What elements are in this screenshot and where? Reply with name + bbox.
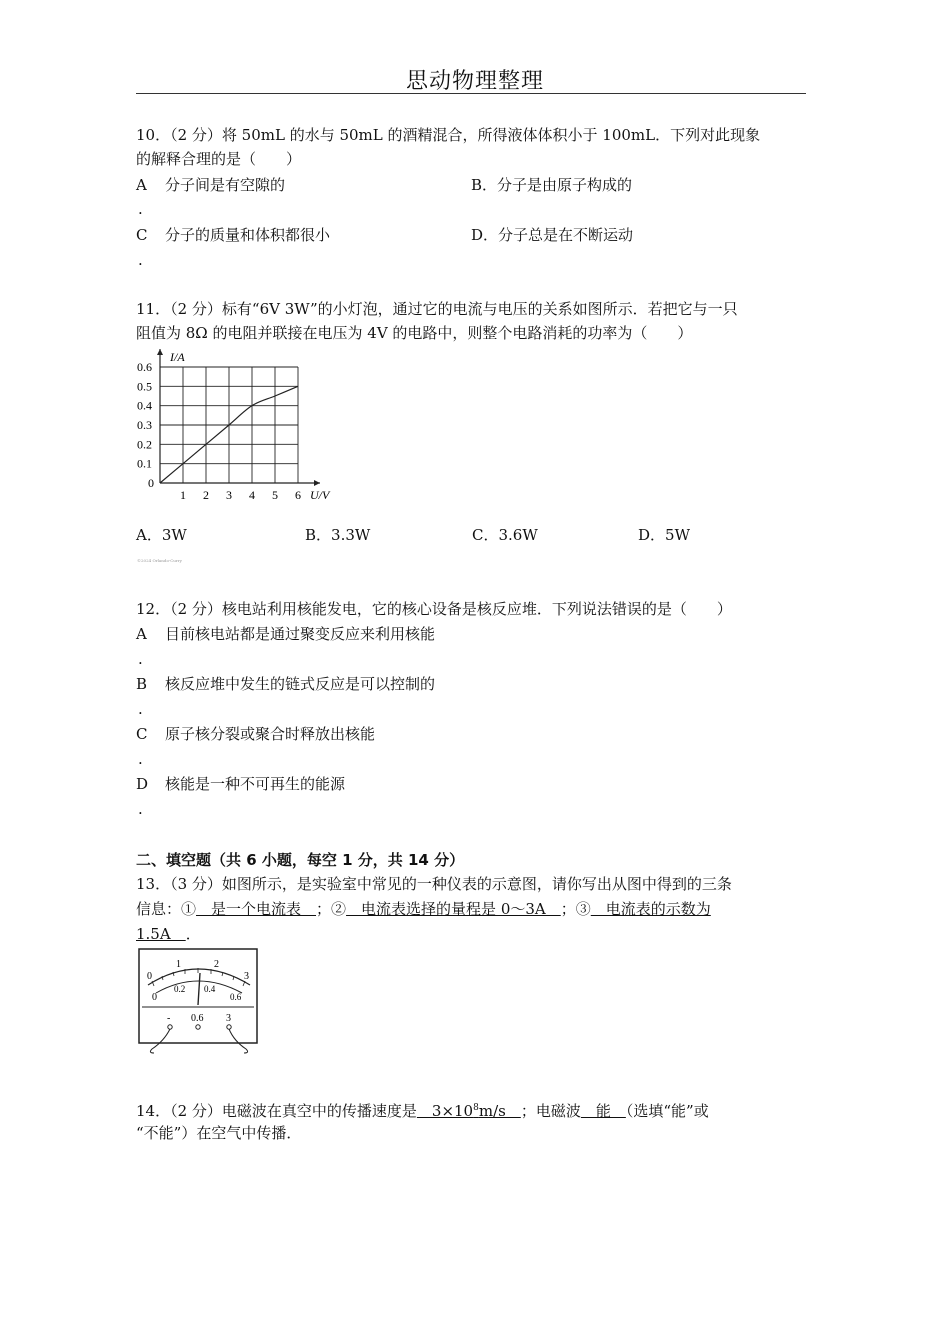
q12-option-c: 原子核分裂或聚合时释放出核能	[165, 725, 376, 743]
ammeter-terminal-minus	[168, 1025, 172, 1029]
q13-answer-line	[136, 897, 711, 922]
ammeter-bottom-scale-0: 0	[152, 992, 157, 1003]
q13-prefix: 信息：①	[136, 900, 197, 918]
ammeter-needle	[198, 973, 200, 1005]
tiny-watermark-note: ©2024 Orlando-Curry	[137, 558, 182, 563]
q13-sep-1: ；②	[316, 900, 347, 918]
q14-line1	[136, 1096, 709, 1124]
q14-prefix: 14．（2 分）电磁波在真空中的传播速度是	[136, 1102, 417, 1120]
q10-option-c-dot: .	[138, 251, 143, 269]
ammeter-terminal-0-6-label: 0.6	[191, 1013, 204, 1024]
ammeter-diagram	[134, 945, 262, 1057]
q14-answer-1-unit: m/s	[478, 1102, 521, 1120]
ammeter-top-scale-3: 3	[244, 971, 249, 982]
y-tick-label: 0.2	[137, 437, 152, 452]
q13-answer-3-cont: 1.5A	[136, 925, 186, 943]
q13-stem: 13．（3 分）如图所示，是实验室中常见的一种仪表的示意图，请你写出从图中得到的三条	[136, 875, 732, 893]
x-tick-label: 1	[180, 488, 186, 502]
q14-line2: “不能”）在空气中传播．	[136, 1124, 302, 1142]
q10-stem-line2: 的解释合理的是（ ）	[136, 150, 302, 168]
q14-answer-1	[417, 1102, 521, 1120]
y-axis-arrow	[157, 349, 163, 355]
q14-answer-2: 能	[580, 1102, 626, 1120]
q12-option-d-letter: D	[136, 775, 149, 793]
q11-option-c: C．3.6W	[472, 526, 538, 544]
x-tick-label: 4	[249, 488, 255, 502]
ammeter-scale-ticks	[152, 968, 245, 986]
q13-answer-1: 是一个电流表	[196, 900, 317, 918]
q12-option-a-letter: A	[136, 625, 147, 643]
y-tick-label: 0.6	[137, 360, 152, 374]
y-tick-label: 0.3	[137, 418, 152, 432]
q12-option-b-letter: B	[136, 675, 148, 693]
ammeter-wire-right	[229, 1029, 248, 1053]
q10-option-b: B．分子是由原子构成的	[471, 176, 633, 194]
q13-sep-2: ；③	[560, 900, 591, 918]
ammeter-bottom-scale-0-4: 0.4	[204, 984, 216, 994]
ammeter-wire-left	[150, 1029, 170, 1053]
ammeter-top-scale-1: 1	[176, 959, 181, 970]
header-rule	[136, 93, 806, 94]
q10-option-c: 分子的质量和体积都很小	[165, 226, 331, 244]
q11-stem-line1: 11．（2 分）标有“6V 3W”的小灯泡，通过它的电流与电压的关系如图所示．若把它与一只	[136, 300, 738, 318]
x-axis-arrow	[314, 480, 320, 486]
q14-suffix: （选填“能”或	[625, 1102, 709, 1120]
q11-stem-line2: 阻值为 8Ω 的电阻并联接在电压为 4V 的电路中，则整个电路消耗的功率为（ ）	[136, 324, 693, 342]
q12-option-a: 目前核电站都是通过聚变反应来利用核能	[165, 625, 436, 643]
q12-option-d-dot: .	[138, 800, 143, 818]
x-axis-label: U/V	[310, 488, 330, 502]
ammeter-terminal-3	[227, 1025, 231, 1029]
q10-option-d: D．分子总是在不断运动	[471, 226, 634, 244]
q12-option-c-dot: .	[138, 750, 143, 768]
y-tick-label: 0.5	[137, 379, 152, 394]
q13-answer-2: 电流表选择的量程是 0～3A	[346, 900, 561, 918]
q14-mid: ；电磁波	[520, 1102, 581, 1120]
section-fill-in-title: 二、填空题（共 6 小题，每空 1 分，共 14 分）	[136, 851, 465, 869]
ammeter-top-scale-0: 0	[147, 971, 152, 982]
ammeter-terminal-3-label: 3	[226, 1013, 231, 1024]
q12-option-a-dot: .	[138, 650, 143, 668]
ammeter-top-scale-2: 2	[214, 959, 219, 970]
iv-curve-chart	[130, 345, 340, 510]
ammeter-terminal-0-6	[196, 1025, 200, 1029]
q10-stem-line1: 10．（2 分）将 50mL 的水与 50mL 的酒精混合，所得液体体积小于 100mL．下列对此现象	[136, 126, 761, 144]
q12-option-b: 核反应堆中发生的链式反应是可以控制的	[165, 675, 436, 693]
ammeter-terminal-minus-label: -	[167, 1013, 171, 1024]
y-axis-label: I/A	[170, 350, 185, 364]
q11-option-b: B．3.3W	[305, 526, 371, 544]
x-tick-label: 3	[226, 488, 232, 502]
ammeter-bottom-scale-0-2: 0.2	[174, 984, 186, 994]
q11-option-a: A．3W	[136, 526, 187, 544]
q14-answer-1-base: 3×10	[416, 1102, 474, 1120]
q13-end: ．	[185, 925, 201, 943]
x-tick-label: 2	[203, 488, 209, 502]
origin-label: 0	[148, 476, 154, 490]
y-tick-label: 0.4	[137, 398, 152, 413]
q14-answer-1-exponent: 8	[473, 1103, 479, 1113]
q10-option-a-dot: .	[138, 200, 143, 218]
x-tick-label: 6	[295, 488, 301, 502]
x-tick-label: 5	[272, 488, 278, 502]
q11-option-d: D．5W	[638, 526, 690, 544]
q13-answer-line2	[136, 922, 201, 947]
q12-option-b-dot: .	[138, 700, 143, 718]
q12-stem: 12．（2 分）核电站利用核能发电，它的核心设备是核反应堆．下列说法错误的是（ ）	[136, 600, 732, 618]
q12-option-c-letter: C	[136, 725, 148, 743]
y-tick-label: 0.1	[137, 456, 152, 471]
q10-option-a-letter: A	[136, 176, 147, 194]
q13-answer-3: 电流表的示数为	[590, 900, 711, 918]
q10-option-a: 分子间是有空隙的	[165, 176, 286, 194]
q12-option-d: 核能是一种不可再生的能源	[165, 775, 346, 793]
ammeter-bottom-scale-0-6: 0.6	[230, 992, 242, 1002]
q10-option-c-letter: C	[136, 226, 148, 244]
page-header-title: 思动物理整理	[405, 69, 544, 94]
